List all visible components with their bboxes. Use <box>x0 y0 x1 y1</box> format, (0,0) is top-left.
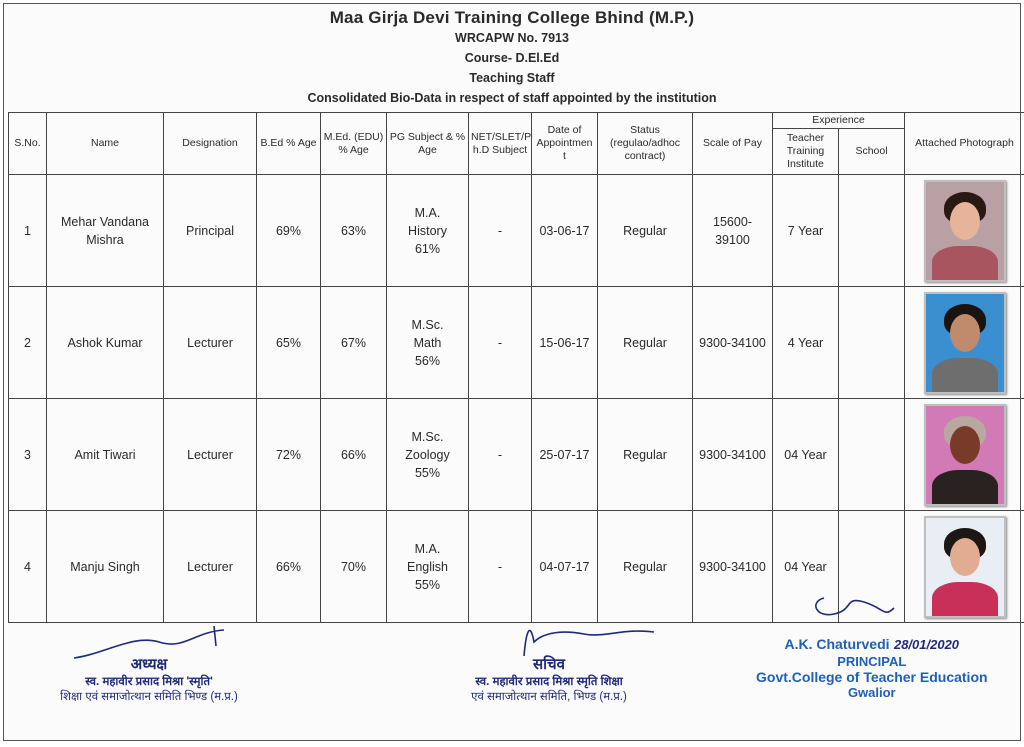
pg-percent: 55% <box>389 464 466 482</box>
table-row <box>9 287 1024 399</box>
cell-name: Manju Singh <box>47 511 164 623</box>
col-pg: PG Subject & % Age <box>387 113 469 175</box>
cell-pay: 9300-34100 <box>693 287 773 399</box>
pg-subject: History <box>389 222 466 240</box>
cell-doa: 04-07-17 <box>532 511 598 623</box>
col-exp-school: School <box>839 129 905 175</box>
cell-name: Mehar Vandana Mishra <box>47 175 164 287</box>
cell-name: Amit Tiwari <box>47 399 164 511</box>
col-pay: Scale of Pay <box>693 113 773 175</box>
col-doa: Date of Appointmen t <box>532 113 598 175</box>
pg-degree: M.Sc. <box>389 316 466 334</box>
cell-exp: 04 Year <box>773 399 839 511</box>
college-title: Maa Girja Devi Training College Bhind (M.P.) <box>4 8 1020 28</box>
table-row <box>9 399 1024 511</box>
pg-percent: 61% <box>389 240 466 258</box>
middle-line2: एवं समाजोत्थान समिति, भिण्ड (म.प्र.) <box>434 689 664 704</box>
cell-net: - <box>469 399 532 511</box>
pg-subject: Math <box>389 334 466 352</box>
cell-pg <box>387 175 469 287</box>
cell-school <box>839 175 905 287</box>
pg-subject: English <box>389 558 466 576</box>
cell-pay: 15600-39100 <box>693 175 773 287</box>
left-line2: शिक्षा एवं समाजोत्थान समिति भिण्ड (म.प्र.) <box>24 689 274 704</box>
middle-line1: स्व. महावीर प्रसाद मिश्रा स्मृति शिक्षा <box>434 674 664 689</box>
cell-school <box>839 399 905 511</box>
cell-status: Regular <box>598 511 693 623</box>
cell-photo <box>905 287 1024 399</box>
cell-name: Ashok Kumar <box>47 287 164 399</box>
cell-med: 67% <box>321 287 387 399</box>
cell-sno: 1 <box>9 175 47 287</box>
pg-percent: 56% <box>389 352 466 370</box>
cell-med: 63% <box>321 175 387 287</box>
cell-designation: Lecturer <box>164 511 257 623</box>
col-net: NET/SLET/P h.D Subject <box>469 113 532 175</box>
cell-status: Regular <box>598 399 693 511</box>
signature-footer <box>4 624 1020 742</box>
cell-designation: Lecturer <box>164 287 257 399</box>
cell-net: - <box>469 287 532 399</box>
col-bed: B.Ed % Age <box>257 113 321 175</box>
document-subtitle: Consolidated Bio-Data in respect of staff appointed by the institution <box>4 88 1020 108</box>
cell-pg <box>387 511 469 623</box>
staff-photo <box>924 516 1006 618</box>
staff-photo <box>924 292 1006 394</box>
stamp-org: Govt.College of Teacher Education <box>756 669 988 685</box>
document-page <box>3 3 1021 741</box>
col-name: Name <box>47 113 164 175</box>
pg-degree: M.A. <box>389 540 466 558</box>
cell-bed: 69% <box>257 175 321 287</box>
staff-photo <box>924 404 1006 506</box>
pg-percent: 55% <box>389 576 466 594</box>
staff-photo <box>924 180 1006 282</box>
col-designation: Designation <box>164 113 257 175</box>
cell-pay: 9300-34100 <box>693 511 773 623</box>
cell-pay: 9300-34100 <box>693 399 773 511</box>
wrc-number: WRCAPW No. 7913 <box>4 28 1020 48</box>
cell-exp: 04 Year <box>773 511 839 623</box>
col-photo: Attached Photograph <box>905 113 1024 175</box>
stamp-name: A.K. Chaturvedi <box>785 636 890 652</box>
cell-photo <box>905 399 1024 511</box>
course-name: Course- D.El.Ed <box>4 48 1020 68</box>
staff-table <box>8 112 1024 623</box>
cell-photo <box>905 511 1024 623</box>
stamp-name-line <box>756 636 988 654</box>
cell-status: Regular <box>598 175 693 287</box>
col-sno: S.No. <box>9 113 47 175</box>
pg-subject: Zoology <box>389 446 466 464</box>
pg-degree: M.A. <box>389 204 466 222</box>
cell-sno: 3 <box>9 399 47 511</box>
cell-photo <box>905 175 1024 287</box>
cell-bed: 72% <box>257 399 321 511</box>
cell-doa: 15-06-17 <box>532 287 598 399</box>
col-experience: Experience <box>773 113 905 129</box>
cell-med: 66% <box>321 399 387 511</box>
table-row <box>9 175 1024 287</box>
cell-net: - <box>469 175 532 287</box>
stamp-city: Gwalior <box>756 685 988 700</box>
stamp-post: PRINCIPAL <box>756 654 988 669</box>
cell-med: 70% <box>321 511 387 623</box>
col-exp-tti: Teacher Training Institute <box>773 129 839 175</box>
cell-status: Regular <box>598 287 693 399</box>
cell-designation: Lecturer <box>164 399 257 511</box>
left-signatory <box>24 654 274 704</box>
cell-pg <box>387 287 469 399</box>
cell-school <box>839 287 905 399</box>
pg-degree: M.Sc. <box>389 428 466 446</box>
col-status: Status (regulao/adhoc contract) <box>598 113 693 175</box>
cell-doa: 25-07-17 <box>532 399 598 511</box>
document-header <box>4 8 1020 108</box>
cell-exp: 4 Year <box>773 287 839 399</box>
cell-doa: 03-06-17 <box>532 175 598 287</box>
cell-bed: 65% <box>257 287 321 399</box>
left-role: अध्यक्ष <box>24 654 274 674</box>
cell-sno: 2 <box>9 287 47 399</box>
cell-designation: Principal <box>164 175 257 287</box>
middle-signatory <box>434 654 664 704</box>
principal-stamp <box>756 636 988 700</box>
cell-sno: 4 <box>9 511 47 623</box>
section-title: Teaching Staff <box>4 68 1020 88</box>
cell-pg <box>387 399 469 511</box>
cell-net: - <box>469 511 532 623</box>
stamp-date: 28/01/2020 <box>894 637 959 652</box>
principal-signature <box>804 588 904 638</box>
middle-role: सचिव <box>434 654 664 674</box>
cell-exp: 7 Year <box>773 175 839 287</box>
col-med: M.Ed. (EDU) % Age <box>321 113 387 175</box>
left-line1: स्व. महावीर प्रसाद मिश्रा 'स्मृति' <box>24 674 274 689</box>
cell-bed: 66% <box>257 511 321 623</box>
